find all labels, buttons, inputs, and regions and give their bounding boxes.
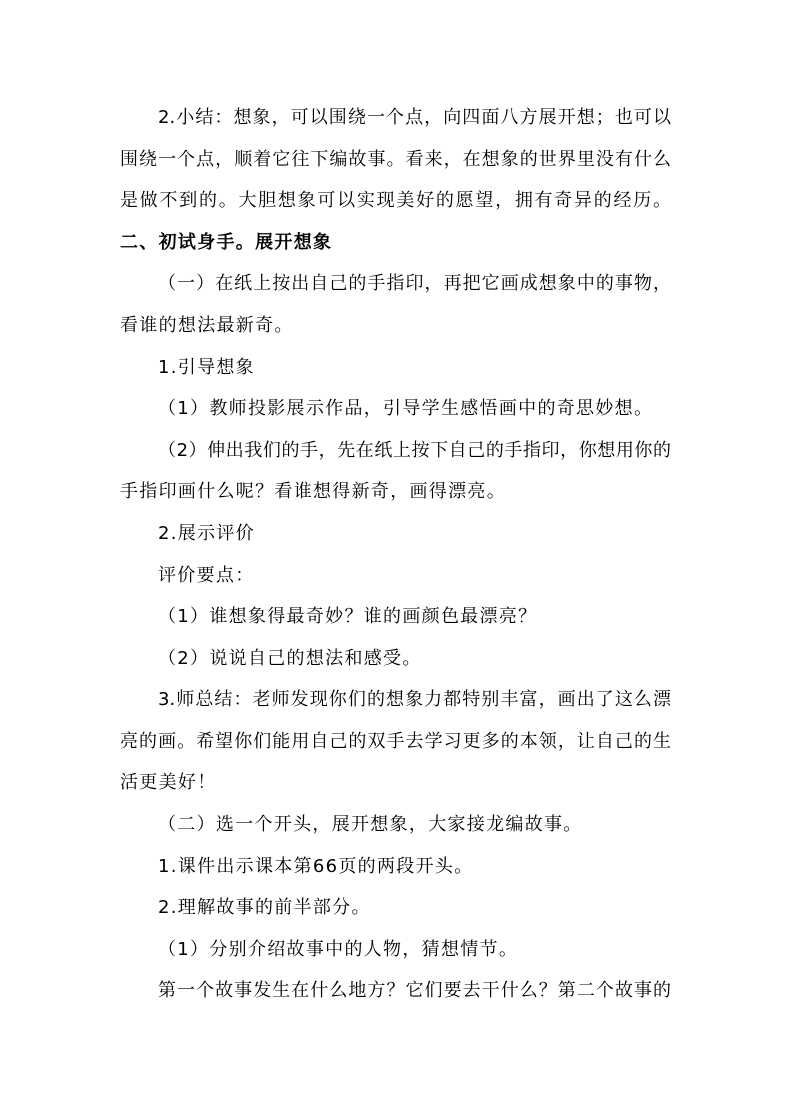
evaluation-point-1: （1）谁想象得最奇妙？谁的画颜色最漂亮？ <box>158 606 538 627</box>
teacher-summary-line-2: 亮的画。希望你们能用自己的双手去学习更多的本领，让自己的生 <box>120 731 671 752</box>
evaluation-points-label: 评价要点： <box>158 565 255 586</box>
step-item-2-line-1: （2）伸出我们的手，先在纸上按下自己的手指印，你想用你的 <box>158 440 671 461</box>
task-two-step-1: 1.课件出示课本第66页的两段开头。 <box>158 856 474 877</box>
paragraph-summary-line-3: 是做不到的。大胆想象可以实现美好的愿望，拥有奇异的经历。 <box>120 190 671 211</box>
step-item-1: （1）教师投影展示作品，引导学生感悟画中的奇思妙想。 <box>158 398 654 419</box>
task-two-step-2-item-1: （1）分别介绍故事中的人物，猜想情节。 <box>158 939 519 960</box>
step-guide-imagination: 1.引导想象 <box>158 357 255 378</box>
section-heading: 二、初试身手。展开想象 <box>120 232 333 253</box>
teacher-summary-line-3: 活更美好！ <box>120 772 217 793</box>
story-question-line: 第一个故事发生在什么地方？它们要去干什么？第二个故事的 <box>158 980 671 1001</box>
step-item-2-line-2: 手指印画什么呢？看谁想得新奇，画得漂亮。 <box>120 481 506 502</box>
task-two-step-2: 2.理解故事的前半部分。 <box>158 897 371 918</box>
evaluation-point-2: （2）说说自己的想法和感受。 <box>158 648 422 669</box>
paragraph-summary-line-2: 围绕一个点，顺着它往下编故事。看来，在想象的世界里没有什么 <box>120 149 671 170</box>
teacher-summary-line-1: 3.师总结：老师发现你们的想象力都特别丰富，画出了这么漂 <box>158 689 671 710</box>
step-show-evaluate: 2.展示评价 <box>158 523 255 544</box>
task-two-heading: （二）选一个开头，展开想象，大家接龙编故事。 <box>158 814 583 835</box>
task-one-line-2: 看谁的想法最新奇。 <box>120 315 294 336</box>
paragraph-summary-line-1: 2.小结：想象，可以围绕一个点，向四面八方展开想；也可以 <box>158 107 671 128</box>
task-one-line-1: （一）在纸上按出自己的手指印，再把它画成想象中的事物， <box>158 273 671 294</box>
